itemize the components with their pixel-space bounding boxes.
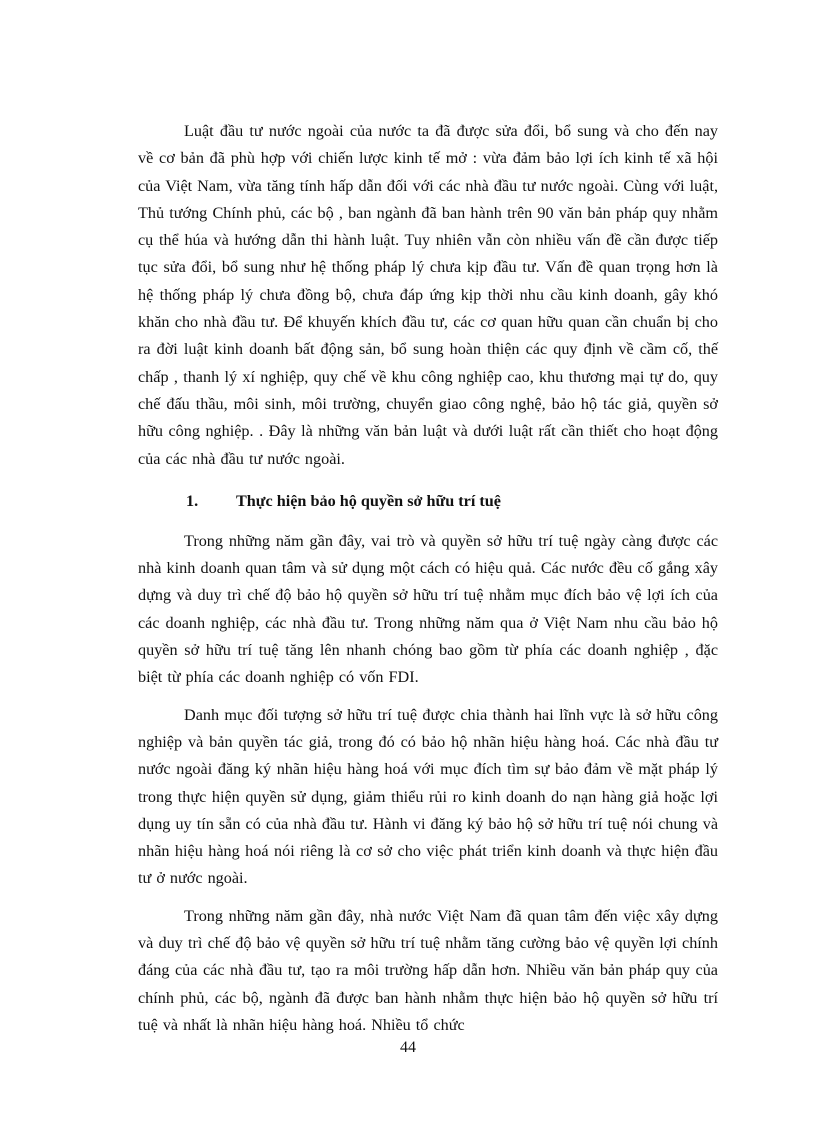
page-number: 44 <box>400 1039 416 1056</box>
paragraph-foreign-investment-law: Luật đầu tư nước ngoài của nước ta đã được sửa đổi, bổ sung và cho đến nay về cơ bản đã phù hợp với chiến lược kinh tế mở : vừa đảm bảo lợi ích kinh tế xã hội của Việt Nam, vừa tăng tính hấp dẫn đối với các nhà đầu tư nước ngoài. Cùng với luật, Thủ tướng Chính phủ, các bộ , ban ngành đã ban hành trên 90 văn bản pháp quy nhằm cụ thể húa và hướng dẫn thi hành luật. Tuy nhiên vẫn còn nhiều vấn đề cần được tiếp tục sửa đổi, bổ sung như hệ thống pháp lý chưa kịp đầu tư. Vấn đề quan trọng hơn là hệ thống pháp lý chưa đồng bộ, chưa đáp ứng kịp thời nhu cầu kinh doanh, gây khó khăn cho nhà đầu tư. Để khuyến khích đầu tư, các cơ quan hữu quan cần chuẩn bị cho ra đời luật kinh doanh bất động sản, bổ sung hoàn thiện các quy định về cầm cố, thế chấp , thanh lý xí nghiệp, quy chế về khu công nghiệp cao, khu thương mại tự do, quy chế đấu thầu, môi sinh, môi trường, chuyển giao công nghệ, bảo hộ tác giả, quyền sở hữu công nghiệp. . Đây là những văn bản luật và dưới luật rất cần thiết cho hoạt động của các nhà đầu tư nước ngoài. <box>138 122 718 468</box>
section-heading <box>138 488 718 515</box>
paragraph-state-ip-protection: Trong những năm gần đây, nhà nước Việt Nam đã quan tâm đến việc xây dựng và duy trì chế độ bảo vệ quyền sở hữu trí tuệ nhằm tăng cường bảo vệ quyền lợi chính đáng của các nhà đầu tư, tạo ra môi trường hấp dẫn hơn. Nhiều văn bản pháp quy của chính phủ, các bộ, ngành đã được ban hành nhằm thực hiện bảo hộ quyền sở hữu trí tuệ và nhất là nhãn hiệu hàng hoá. Nhiều tổ chức <box>138 906 718 1034</box>
section-title: Thực hiện bảo hộ quyền sở hữu trí tuệ <box>236 491 501 510</box>
section-number: 1. <box>186 491 199 510</box>
paragraph-ip-categories: Danh mục đối tượng sở hữu trí tuệ được chia thành hai lĩnh vực là sở hữu công nghiệp và bản quyền tác giả, trong đó có bảo hộ nhãn hiệu hàng hoá. Các nhà đầu tư nước ngoài đăng ký nhãn hiệu hàng hoá với mục đích tìm sự bảo đảm về mặt pháp lý trong thực hiện quyền sử dụng, giảm thiểu rủi ro kinh doanh do nạn hàng giả hoặc lợi dụng uy tín sẵn có của nhà đầu tư. Hành vi đăng ký bảo hộ sở hữu trí tuệ nói chung và nhãn hiệu hàng hoá nói riêng là cơ sở cho việc phát triển kinh doanh và thực hiện đầu tư ở nước ngoài. <box>138 705 718 888</box>
paragraph-ip-role: Trong những năm gần đây, vai trò và quyền sở hữu trí tuệ ngày càng được các nhà kinh doanh quan tâm và sử dụng một cách có hiệu quả. Các nước đều cố gắng xây dựng và duy trì chế độ bảo hộ quyền sở hữu trí tuệ nhằm mục đích bảo vệ lợi ích của các doanh nghiệp, các nhà đầu tư. Trong những năm qua ở Việt Nam nhu cầu bảo hộ quyền sở hữu trí tuệ tăng lên nhanh chóng bao gồm từ phía các doanh nghiệp , đặc biệt từ phía các doanh nghiệp có vốn FDI. <box>138 531 718 687</box>
document-page <box>138 118 718 1039</box>
